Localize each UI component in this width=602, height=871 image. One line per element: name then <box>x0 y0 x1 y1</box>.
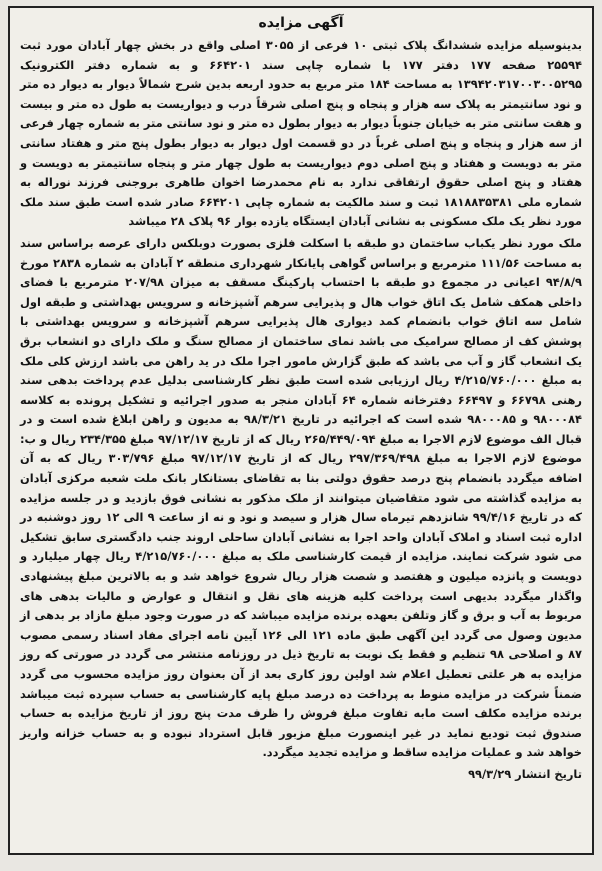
publication-date: تاریخ انتشار ۹۹/۳/۲۹ <box>468 766 582 781</box>
notice-title: آگهی مزایده <box>258 15 344 31</box>
notice-paragraph-details: ملک مورد نظر یکباب ساختمان دو طبقه با اسکلت فلزی بصورت دوبلکس دارای عرصه براساس سند به مساحت ۱۱۱/۵۶ مترمربع و براساس گواهی پایانکار شهرداری منطقه ۲ آبادان به شماره ۲۸۳۸ مورخ ۹۴/۸/۹ اعیانی در مجموع دو طبقه با احتساب پارکینگ مسقف به میزان ۲۰۷/۹۸ مترمربع با فضای داخلی همکف شامل یک اتاق خواب هال و پذیرایی سرهم آشپزخانه و سرویس بهداشتی و طبقه اول شامل سه اتاق خواب بانضمام کمد دیواری هال پذیرایی سرهم آشپزخانه و سرویس بهداشتی با پوشش کف از مصالح سرامیک می باشد نمای ساختمان از مصالح سنگ و ملک دارای دو انشعاب برق یک انشعاب گاز و آب می باشد که طبق گزارش مامور اجرا ملک در ید راهن می باشد ارزش کلی ملک به مبلغ ۴/۲۱۵/۷۶۰/۰۰۰ ریال ارزیابی شده است طبق نظر کارشناسی بدلیل عدم پرداخت بدهی سند رهنی ۶۶۷۹۸ و ۶۶۴۹۷ دفترخانه شماره ۶۴ آبادان منجر به صدور اجرائیه و تشکیل پرونده به کلاسه ۹۸۰۰۰۸۴ و ۹۸۰۰۰۸۵ شده است که اجرائیه در تاریخ ۹۸/۳/۲۱ به مدیون و راهن ابلاغ شده است و در قبال الف موضوع لازم الاجرا به مبلغ ۲۶۵/۴۴۹/۰۹۴ ریال که از تاریخ ۹۷/۱۲/۱۷ مبلغ ۲۳۴/۳۵۵ ریال و ب: موضوع لازم الاجرا به مبلغ ۲۹۷/۳۶۹/۴۹۸ ریال که از تاریخ ۹۷/۱۲/۱۷ مبلغ ۳۰۳/۷۹۶ ریال که به آن اضافه میگردد بانضمام پنج درصد حقوق دولتی بنا به تقاضای بستانکار بانک ملت شعبه مرکزی آبادان به مزایده گذاشته می شود متقاضیان میتوانند از ملک مذکور به نشانی فوق بازدید و در جلسه مزایده که در تاریخ ۹۹/۴/۱۶ شانزدهم تیرماه سال هزار و سیصد و نود و نه از ساعت ۹ الی ۱۲ روز دوشنبه در اداره ثبت اسناد و املاک آبادان واحد اجرا به نشانی آبادان ساحلی اروند جنب دادگستری سابق تشکیل می شود شرکت نمایند. مزایده از قیمت کارشناسی ملک به مبلغ ۴/۲۱۵/۷۶۰/۰۰۰ ریال چهار میلیارد و دویست و پانزده میلیون و هفتصد و شصت هزار ریال شروع خواهد شد و به بالاترین مبلغ پیشنهادی واگذار میگردد بدیهی است پرداخت کلیه هزینه های نقل و انتقال و عوارض و مالیات بدهی های مربوط به آب و برق و گاز وتلفن بعهده برنده مزایده میباشد که در صورت وجود مبلغ مازاد بر بدهی از مدیون وصول می گردد این آگهی طبق ماده ۱۲۱ الی ۱۲۶ آیین نامه اجرای مفاد اسناد رسمی مصوب ۸۷ و اصلاحی ۹۸ تنظیم و فقط یک نوبت به تاریخ ذیل در روزنامه منتشر می گردد در صورتی که روز مزایده به هر علتی تعطیل اعلام شد اولین روز کاری بعد از آن بعنوان روز مزایده محسوب می گردد ضمناً شرکت در مزایده منوط به پرداخت ده درصد مبلغ پایه کارشناسی به حساب سپرده ثبت میباشد برنده مزایده مکلف است مابه تفاوت مبلغ فروش را ظرف مدت پنج روز از تاریخ مزایده به حساب صندوق ثبت تودیع نماید در غیر اینصورت مبلغ مزبور قابل استرداد نبوده و به حساب خزانه واریز خواهد شد و عملیات مزایده ساقط و مزایده تجدید میگردد. <box>20 235 583 760</box>
notice-page <box>8 6 594 855</box>
notice-paragraph-property: بدینوسیله مزایده ششدانگ پلاک ثبتی ۱۰ فرعی از ۳۰۵۵ اصلی واقع در بخش چهار آبادان مورد ثبت ۲۵۵۹۴ صفحه ۱۷۷ دفتر ۱۷۷ با شماره چاپی سند ۶۶۴۲۰۱ و به شماره دفتر الکترونیک ۱۳۹۴۲۰۳۱۷۰۰۳۰۰۵۲۹۵ به مساحت ۱۸۴ متر مربع به حدود اربعه بدین شرح شمالاً دیوار به دیوار ده متر و نود سانتیمتر به پلاک سه هزار و پنجاه و پنج اصلی شرقاً درب و دیواریست به طول ده متر و بیست و هفت سانتی متر به خیابان جنوباً دیوار به دیوار بطول ده متر و نود سانتی متر به شماره چهار فرعی از سه هزار و پنجاه و پنج اصلی غرباً در دو قسمت اول دیوار به دیوار بطول پنج متر و هفتاد سانتی متر به دویست و هفتاد و پنج اصلی دوم دیواریست به طول چهار متر و پنجاه سانتیمتر به دویست و هفتاد و پنج اصلی حقوق ارتفاقی ندارد به نام محمدرضا اخوان طاهری بروجنی فرزند نوراله به شماره ملی ۱۸۱۸۸۳۵۳۸۱ ثبت و سند مالکیت به شماره چاپی ۶۶۴۲۰۱ صادر شده است طبق سند ملک مورد نظر یک ملک مسکونی به نشانی آبادان ایستگاه یازده بوار ۹۶ پلاک ۲۸ میباشد <box>20 38 582 229</box>
